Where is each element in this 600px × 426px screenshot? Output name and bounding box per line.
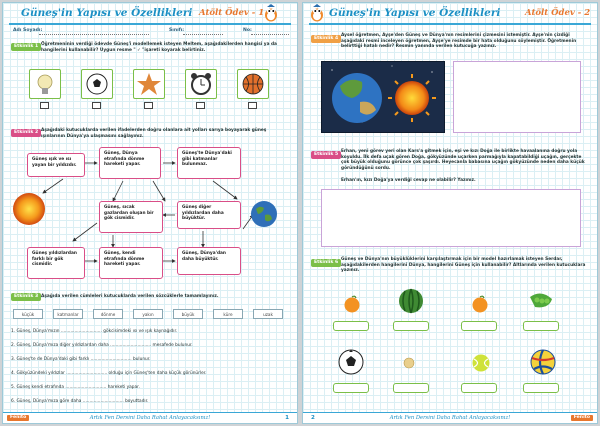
mascot-icon [263, 4, 279, 22]
page-header [3, 3, 297, 23]
basketball-icon [238, 70, 268, 98]
orange-icon [471, 295, 489, 313]
activity-4-tag: Etkinlik 4 [311, 35, 341, 43]
lamp-checkbox[interactable] [40, 102, 49, 109]
activity-2-tag: Etkinlik 2 [11, 129, 41, 137]
statement-card-2[interactable]: Güneş, Dünya etrafında dönme hareketi yapar. [99, 147, 161, 179]
watermelon-icon [397, 287, 425, 315]
volleyball-icon [529, 348, 557, 376]
soccer-ball-option[interactable] [81, 69, 113, 99]
activity-1-tag: Etkinlik 1 [11, 43, 41, 51]
student-info [11, 28, 289, 38]
row1-answer-box-3[interactable] [461, 321, 497, 331]
activity-5-answer-box[interactable] [321, 189, 581, 247]
lamp-option[interactable] [29, 69, 61, 99]
homework-label: Atölt Ödev - 2 [525, 8, 591, 18]
starfish-checkbox[interactable] [144, 102, 153, 109]
activity-3-text: Aşağıda verilen cümleleri kutucuklarda verilen sözcüklerle tamamlayınız. [41, 294, 219, 299]
sun-icon [11, 191, 47, 227]
statement-card-6[interactable]: Güneş yıldızlardan farklı bir gök cismidir. [27, 247, 85, 279]
activity-5-tag: Etkinlik 5 [311, 151, 341, 159]
pea-icon [527, 287, 555, 315]
earth-sun-drawing [322, 62, 445, 133]
row1-answer-box-1[interactable] [333, 321, 369, 331]
number-label: No: [243, 28, 252, 33]
row2-answer-box-3[interactable] [461, 383, 497, 393]
activity-6-tag: Etkinlik 6 [311, 259, 341, 267]
row2-answer-box-4[interactable] [523, 383, 559, 393]
word-box-7[interactable]: uzak [253, 309, 283, 319]
fill-sentence-6[interactable]: 6. Güneş, Dünya'mıza göre daha .............................. boyuttadır. [11, 399, 149, 404]
footer-slogan: Artık Fen Dersini Daha Rahat Anlayacaksınız! [89, 415, 211, 421]
statement-card-4[interactable]: Güneş, sıcak gazlardan oluşan bir gök cismidir. [99, 201, 163, 233]
statement-card-1[interactable]: Güneş ışık ve ısı yayan bir yıldızdır. [27, 153, 85, 177]
page-number: 2 [311, 415, 315, 421]
fill-sentence-1[interactable]: 1. Güneş, Dünya'mızın .............................. gökcisimdeki ısı ve ışık kaynağıdır. [11, 329, 178, 334]
worksheet-page-1 [2, 2, 298, 424]
activity-6-text: Güneş ve Dünya'nın büyüklüklerini karşılaştırmak için bir model hazırlamak isteyen Serdar, aşağıdakilerden hangilerini Dünya, hangilerini Güneş için kullanabilir? Altlarında verilen kutucuklara yazınız. [341, 257, 586, 274]
word-box-2[interactable]: katmanlar [53, 309, 83, 319]
activity-5-text: Erhan, yeni görev yeri olan Kars'a gitmek için, eşi ve kızı Doğa ile birlikte havaalanına doğru yola koyuldu. İlk defa uçak gören Doğa, gökyüzünde uçarken parmağıyla kapatabildiği uçağın, gerçekte çok büyük olduğunu görünce çok şaşırdı. Heyecanla babasına uçağın gökyüzünde neden daha küçük göründüğünü sordu. [341, 149, 585, 171]
header-divider [309, 23, 591, 25]
page-number: 1 [285, 415, 289, 421]
statement-card-8[interactable]: Güneş, Dünya'dan daha büyüktür. [177, 247, 241, 275]
soccer-ball-icon [337, 348, 365, 376]
brand-logo: Fenito [7, 415, 29, 421]
starfish-option[interactable] [133, 69, 165, 99]
fill-sentence-4[interactable]: 4. Gökyüzündeki yıldızlar .............................. olduğu için Güneş'ten daha küçük görünürler. [11, 371, 207, 376]
orange-icon [343, 295, 361, 313]
alarm-clock-checkbox[interactable] [196, 102, 205, 109]
fill-sentence-2[interactable]: 2. Güneş, Dünya'mıza diğer yıldızlardan daha .............................. mesafede bulunur. [11, 343, 193, 348]
statement-card-5[interactable]: Güneş diğer yıldızlardan daha büyüktür. [177, 201, 241, 229]
lamp-icon [30, 70, 60, 98]
fill-sentence-3[interactable]: 3. Güneş'te de Dünya'daki gibi farklı .............................. bulunur. [11, 357, 151, 362]
activity-5-question: Erhan'ın, kızı Doğa'ya verdiği cevap ne olabilir? Yazınız. [341, 178, 476, 183]
word-box-5[interactable]: büyük [173, 309, 203, 319]
activity-4-text: Aysel öğretmen, Ayşe'den Güneş ve Dünya'nın resimlerini çizmesini istemiştir. Ayşe'nin çizdiği aşağıdaki resmi inceleyen öğretmen, Ayşe'ye resimde bir hata olduğunu söylemiştir. Öğretmenin belirttiği hatalı nedir? Resmin yanında verilen kutucuğa yazınız. [341, 33, 577, 50]
footer-slogan: Artık Fen Dersini Daha Rahat Anlayacaksınız! [389, 415, 511, 421]
row2-answer-box-1[interactable] [333, 383, 369, 393]
soccer-ball-icon [82, 70, 112, 98]
tennis-ball-icon [471, 353, 491, 373]
basketball-checkbox[interactable] [248, 102, 257, 109]
header-divider [9, 23, 291, 25]
alarm-clock-icon [186, 70, 216, 98]
word-box-6[interactable]: küre [213, 309, 243, 319]
number-line[interactable] [251, 34, 289, 35]
name-label: Adı Soyadı: [13, 28, 43, 33]
activity-4-answer-box[interactable] [453, 61, 581, 133]
name-line[interactable] [39, 34, 149, 35]
homework-label: Atölt Ödev - 1 [199, 8, 265, 18]
row1-answer-box-2[interactable] [393, 321, 429, 331]
word-box-3[interactable]: dönme [93, 309, 123, 319]
soccer-ball-checkbox[interactable] [92, 102, 101, 109]
activity-1-text: Öğretmeninin verdiği ödevde Güneş'i modellemek isteyen Meltem, aşağıdakilerden hangisi ya da hangilerini kullanabilir? Uygun resme " ✓ "işareti koyarak belirtiniz. [41, 42, 277, 53]
statement-card-7[interactable]: Güneş, kendi etrafında dönme hareketi yapar. [99, 247, 163, 279]
activity-2-text: Aşağıdaki kutucuklarda verilen ifadelerden doğru olanlara ait yolları sarıya boyayarak güneş ışınlarının Dünya'ya ulaşmasını sağlayınız. [41, 128, 267, 139]
word-box-4[interactable]: yakın [133, 309, 163, 319]
drawing-image [321, 61, 445, 133]
earth-icon [249, 199, 279, 229]
alarm-clock-option[interactable] [185, 69, 217, 99]
row1-answer-box-4[interactable] [523, 321, 559, 331]
row2-answer-box-2[interactable] [393, 383, 429, 393]
class-label: Sınıfı: [169, 28, 185, 33]
starfish-icon [134, 70, 164, 98]
word-box-1[interactable]: küçük [13, 309, 43, 319]
basketball-option[interactable] [237, 69, 269, 99]
class-line[interactable] [183, 34, 223, 35]
brand-logo: Fenito [571, 415, 593, 421]
mascot-icon [309, 4, 325, 22]
chickpea-icon [403, 357, 415, 369]
page-title: Güneş'in Yapısı ve Özellikleri [21, 7, 193, 19]
page-footer [303, 412, 597, 423]
statement-card-3[interactable]: Güneş'te Dünya'daki gibi katmanlar bulunmaz. [177, 147, 241, 179]
page-title: Güneş'in Yapısı ve Özellikleri [329, 7, 501, 19]
fill-sentence-5[interactable]: 5. Güneş kendi etrafında .............................. hareketi yapar. [11, 385, 140, 390]
worksheet-page-2 [302, 2, 598, 424]
activity-3-tag: Etkinlik 3 [11, 293, 41, 301]
page-header [303, 3, 597, 23]
page-footer [3, 412, 297, 423]
